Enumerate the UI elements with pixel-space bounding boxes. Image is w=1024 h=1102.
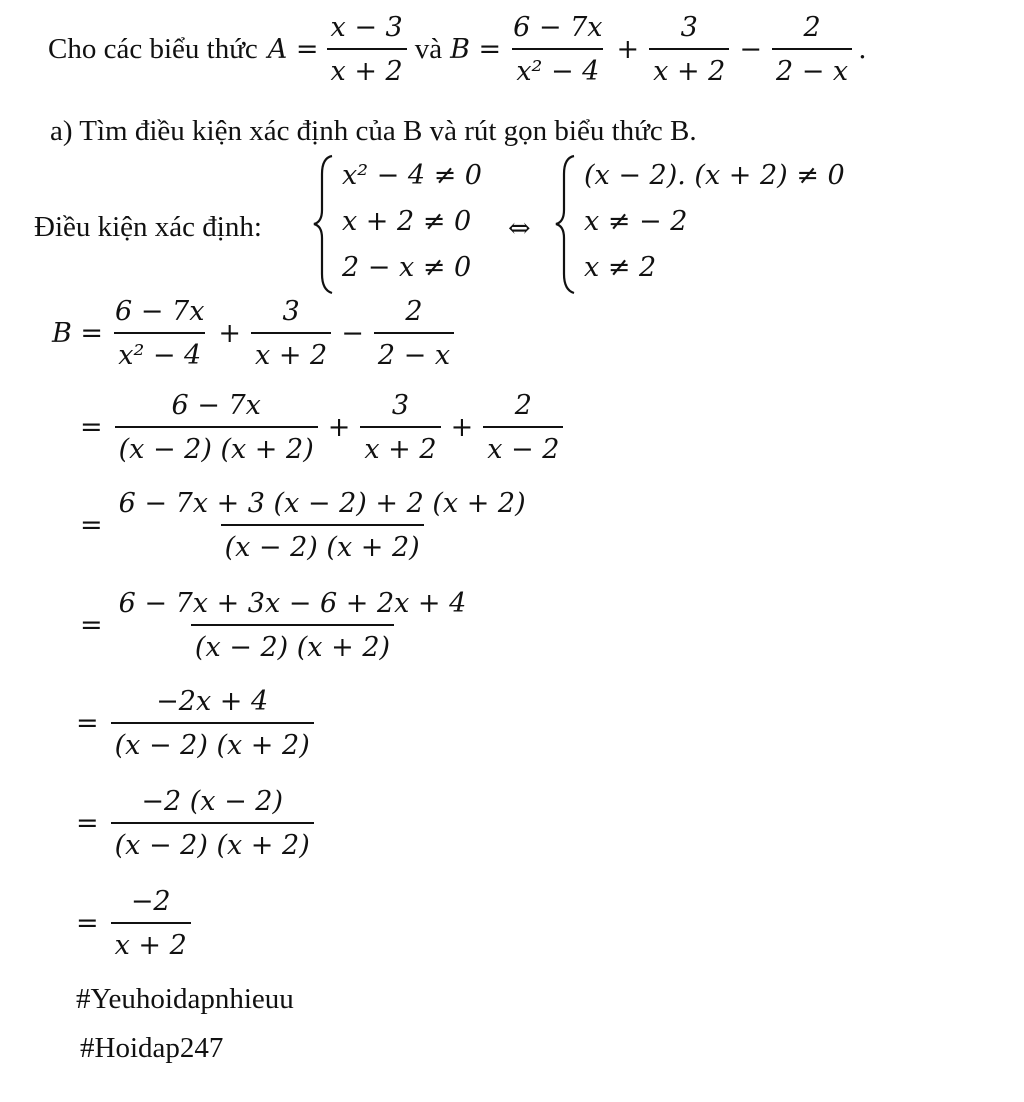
step5-denominator: (x − 2) (x + 2) <box>111 822 314 859</box>
step1-term2 <box>360 392 440 463</box>
conditions-label: Điều kiện xác định: <box>34 211 262 243</box>
step-3 <box>80 590 470 661</box>
step1-term1 <box>115 392 318 463</box>
tag-hoidap247[interactable]: #Hoidap247 <box>80 1032 224 1064</box>
step0-term2 <box>251 298 331 369</box>
part-a-heading: a) Tìm điều kiện xác định của B và rút gọn biểu thức B. <box>50 115 697 147</box>
step1-term3-denominator: x − 2 <box>483 426 563 463</box>
step0-op1: + <box>218 318 242 349</box>
step1-term1-numerator: 6 − 7x <box>171 390 261 421</box>
step2-denominator: (x − 2) (x + 2) <box>221 524 424 561</box>
right-cond-2: x ≠ − 2 <box>584 205 688 237</box>
right-cond-3: x ≠ 2 <box>584 251 657 283</box>
b-term1-numerator: 6 − 7x <box>513 12 603 43</box>
step-2 <box>80 490 530 561</box>
step3-fraction <box>115 590 471 661</box>
step5-numerator: −2 (x − 2) <box>141 786 283 817</box>
intro-line <box>48 14 867 85</box>
a-fraction <box>327 14 407 85</box>
left-cond-2: x + 2 ≠ 0 <box>342 205 472 237</box>
left-cond-1: x² − 4 ≠ 0 <box>342 159 482 191</box>
b-term3-denominator: 2 − x <box>772 48 852 85</box>
step-0 <box>52 298 454 369</box>
b-term2 <box>649 14 729 85</box>
step-1 <box>80 392 563 463</box>
step6-denominator: x + 2 <box>111 922 191 959</box>
step1-term3 <box>483 392 563 463</box>
intro-period: . <box>858 34 867 65</box>
step0-term3-denominator: 2 − x <box>374 332 454 369</box>
a-denominator: x + 2 <box>327 48 407 85</box>
left-brace <box>310 152 338 297</box>
step6-equals: = <box>76 908 99 939</box>
step0-term1-numerator: 6 − 7x <box>115 296 205 327</box>
step5-equals: = <box>76 808 99 839</box>
step3-numerator: 6 − 7x + 3x − 6 + 2x + 4 <box>118 588 467 619</box>
step0-term2-denominator: x + 2 <box>251 332 331 369</box>
step2-equals: = <box>80 510 103 541</box>
b-term3-numerator: 2 <box>803 12 821 43</box>
step6-numerator: −2 <box>130 886 171 917</box>
tag-yeuhoidapnhieuu[interactable]: #Yeuhoidapnhieuu <box>76 983 294 1015</box>
step1-term2-denominator: x + 2 <box>360 426 440 463</box>
intro-conj: và <box>414 33 443 65</box>
step2-fraction <box>115 490 530 561</box>
step-6 <box>76 888 191 959</box>
step4-fraction <box>111 688 314 759</box>
left-cond-3: 2 − x ≠ 0 <box>342 251 472 283</box>
b-term1 <box>509 14 606 85</box>
plus-sign: + <box>616 34 640 65</box>
step0-term3-numerator: 2 <box>405 296 423 327</box>
b-term2-denominator: x + 2 <box>649 48 729 85</box>
b-term1-denominator: x² − 4 <box>512 48 603 85</box>
step0-term2-numerator: 3 <box>282 296 300 327</box>
step-5 <box>76 788 314 859</box>
a-numerator: x − 3 <box>330 12 403 43</box>
right-brace <box>552 152 580 297</box>
step1-op1: + <box>327 412 351 443</box>
b-term2-numerator: 3 <box>680 12 698 43</box>
right-cond-1: (x − 2). (x + 2) ≠ 0 <box>584 159 845 191</box>
step0-term1 <box>111 298 208 369</box>
minus-sign: − <box>739 34 762 65</box>
step1-equals: = <box>80 412 103 443</box>
step0-term1-denominator: x² − 4 <box>114 332 205 369</box>
step2-numerator: 6 − 7x + 3 (x − 2) + 2 (x + 2) <box>118 488 526 519</box>
step0-op2: − <box>341 318 364 349</box>
step0-term3 <box>374 298 454 369</box>
step1-term1-denominator: (x − 2) (x + 2) <box>115 426 318 463</box>
step3-equals: = <box>80 610 103 641</box>
step3-denominator: (x − 2) (x + 2) <box>191 624 394 661</box>
step4-equals: = <box>76 708 99 739</box>
a-lhs: A = <box>267 34 319 65</box>
step0-lhs: B = <box>52 318 104 349</box>
intro-prefix: Cho các biểu thức <box>48 33 258 65</box>
step1-term2-numerator: 3 <box>391 390 410 421</box>
step1-term3-numerator: 2 <box>514 390 532 421</box>
b-lhs: B = <box>450 34 502 65</box>
step5-fraction <box>111 788 314 859</box>
step-4 <box>76 688 314 759</box>
step4-numerator: −2x + 4 <box>156 686 269 717</box>
equivalence-arrow: ⇔ <box>508 213 531 244</box>
step6-fraction <box>111 888 191 959</box>
step1-op2: + <box>450 412 474 443</box>
b-term3 <box>772 14 852 85</box>
step4-denominator: (x − 2) (x + 2) <box>111 722 314 759</box>
